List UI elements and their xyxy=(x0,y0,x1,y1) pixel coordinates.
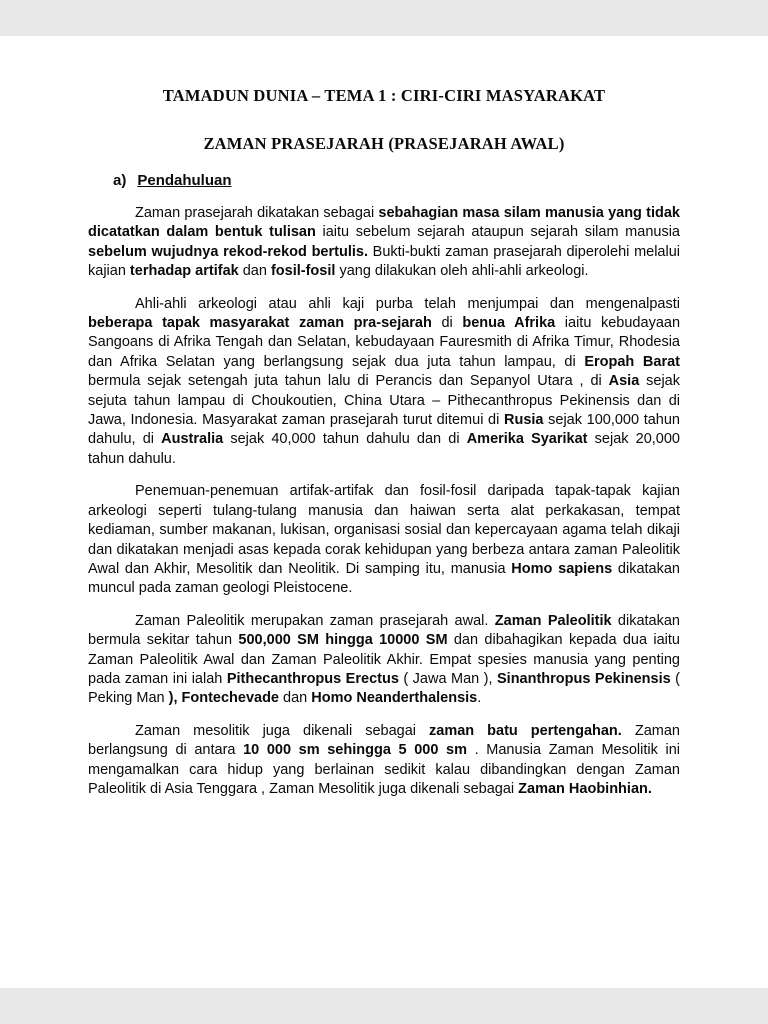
bold-text-run: terhadap artifak xyxy=(129,263,239,280)
bold-text-run: Homo Neanderthalensis xyxy=(311,690,478,707)
bold-text-run: fosil-fosil xyxy=(270,263,336,280)
text-run: yang dilakukan oleh ahli-ahli arkeologi. xyxy=(335,263,589,280)
text-run: dan dibahagikan kepada dua iaitu Zaman Paleolitik Awal dan Zaman Paleolitik Akhir. Empat spesies manusia yang penting pada zaman ini ialah xyxy=(88,632,680,687)
document-title-line1: TAMADUN DUNIA – TEMA 1 : CIRI-CIRI MASYARAKAT xyxy=(162,86,606,105)
text-run: sejak sejuta tahun lampau di Choukoutien, China Utara – Pithecanthropus Pekinensis dan di Jawa, Indonesia. Masyarakat zaman prasejarah turut ditemui di xyxy=(88,373,680,429)
text-run: di xyxy=(431,315,463,332)
text-run: sejak 100,000 tahun dahulu, di xyxy=(88,412,680,448)
text-run: ( Peking Man xyxy=(88,670,680,707)
bold-text-run: Homo sapiens xyxy=(511,560,613,577)
text-run: iaitu sebelum sejarah ataupun sejarah silam manusia xyxy=(315,224,680,241)
paragraphs xyxy=(88,204,680,799)
text-run: sejak 20,000 tahun dahulu. xyxy=(88,431,680,467)
bold-text-run: ), Fontechevade xyxy=(168,690,279,707)
text-run: Ahli-ahli arkeologi atau ahli kaji purba telah menjumpai dan mengenalpasti xyxy=(135,295,680,312)
bold-text-run: sebelum wujudnya rekod-rekod bertulis. xyxy=(88,243,368,260)
bold-text-run: Eropah Barat xyxy=(584,353,680,370)
bold-text-run: Sinanthropus Pekinensis xyxy=(497,670,671,687)
bold-text-run: 500,000 SM hingga 10000 SM xyxy=(238,632,448,649)
document-content xyxy=(0,36,768,799)
bold-text-run: sebahagian masa silam manusia yang tidak dicatatkan dalam bentuk tulisan xyxy=(88,205,680,241)
section-label: Pendahuluan xyxy=(137,172,232,189)
text-run: dikatakan bermula sekitar tahun xyxy=(88,612,680,649)
bold-text-run: Asia xyxy=(608,373,640,390)
paragraph xyxy=(88,612,680,709)
text-run: dan xyxy=(238,263,271,280)
text-run: . xyxy=(477,690,482,707)
text-run: Penemuan-penemuan artifak-artifak dan fosil-fosil daripada tapak-tapak kajian arkeologi seperti tulang-tulang manusia dan haiwan serta alat perkakasan, tempat kediaman, sumber makanan, lukisan, organisasi sosial dan kepercayaan agama telah dikaji dan dikatakan menjadi asas kepada corak kehidupan yang berbeza antara zaman Paleolitik Awal dan Akhir, Mesolitik dan Neolitik. Di samping itu, manusia xyxy=(88,483,680,577)
paragraph xyxy=(88,722,680,800)
section-marker: a) xyxy=(113,172,127,189)
bold-text-run: Zaman Paleolitik xyxy=(494,612,612,629)
bold-text-run: zaman batu pertengahan. xyxy=(429,722,622,739)
text-run: Zaman prasejarah dikatakan sebagai xyxy=(135,205,379,221)
bold-text-run: benua Afrika xyxy=(462,315,556,332)
bold-text-run: beberapa tapak masyarakat zaman pra-sejarah xyxy=(88,315,432,332)
paragraph xyxy=(88,482,680,598)
text-run: . Manusia Zaman Mesolitik ini mengamalkan cara hidup yang berlainan sedikit kalau dibandingkan dengan Zaman Paleolitik di Asia Tenggara , Zaman Mesolitik juga dikenali sebagai xyxy=(88,742,680,797)
bold-text-run: Rusia xyxy=(504,412,544,429)
text-run: bermula sejak setengah juta tahun lalu di Perancis dan Sepanyol Utara , di xyxy=(88,373,609,390)
text-run: sejak 40,000 tahun dahulu dan di xyxy=(223,431,467,448)
bold-text-run: Pithecanthropus Erectus xyxy=(226,670,399,687)
text-run: iaitu kebudayaan Sangoans di Afrika Tengah dan Selatan, kebudayaan Fauresmith di Afrika Timur, Rhodesia dan Afrika Selatan yang berlangsung sejak dua juta tahun lampau, di xyxy=(88,315,681,370)
paragraph xyxy=(88,204,680,282)
paragraph xyxy=(88,295,680,470)
document-page xyxy=(0,36,768,988)
section-heading xyxy=(88,171,680,190)
text-run: Zaman mesolitik juga dikenali sebagai xyxy=(135,722,429,739)
text-run: Zaman Paleolitik merupakan zaman prasejarah awal. xyxy=(135,612,495,629)
bold-text-run: 10 000 sm sehingga 5 000 sm xyxy=(243,742,467,759)
bold-text-run: Australia xyxy=(161,431,224,448)
text-run: dikatakan muncul pada zaman geologi Pleistocene. xyxy=(88,560,680,597)
text-run: Zaman berlangsung di antara xyxy=(88,722,680,759)
document-title-line2: ZAMAN PRASEJARAH (PRASEJARAH AWAL) xyxy=(203,134,565,153)
text-run: dan xyxy=(279,690,312,707)
text-run: Bukti-bukti zaman prasejarah diperolehi melalui kajian xyxy=(88,243,680,280)
text-run: ( Jawa Man ), xyxy=(398,670,497,687)
bold-text-run: Amerika Syarikat xyxy=(466,431,588,448)
bold-text-run: Zaman Haobinhian. xyxy=(518,780,652,797)
